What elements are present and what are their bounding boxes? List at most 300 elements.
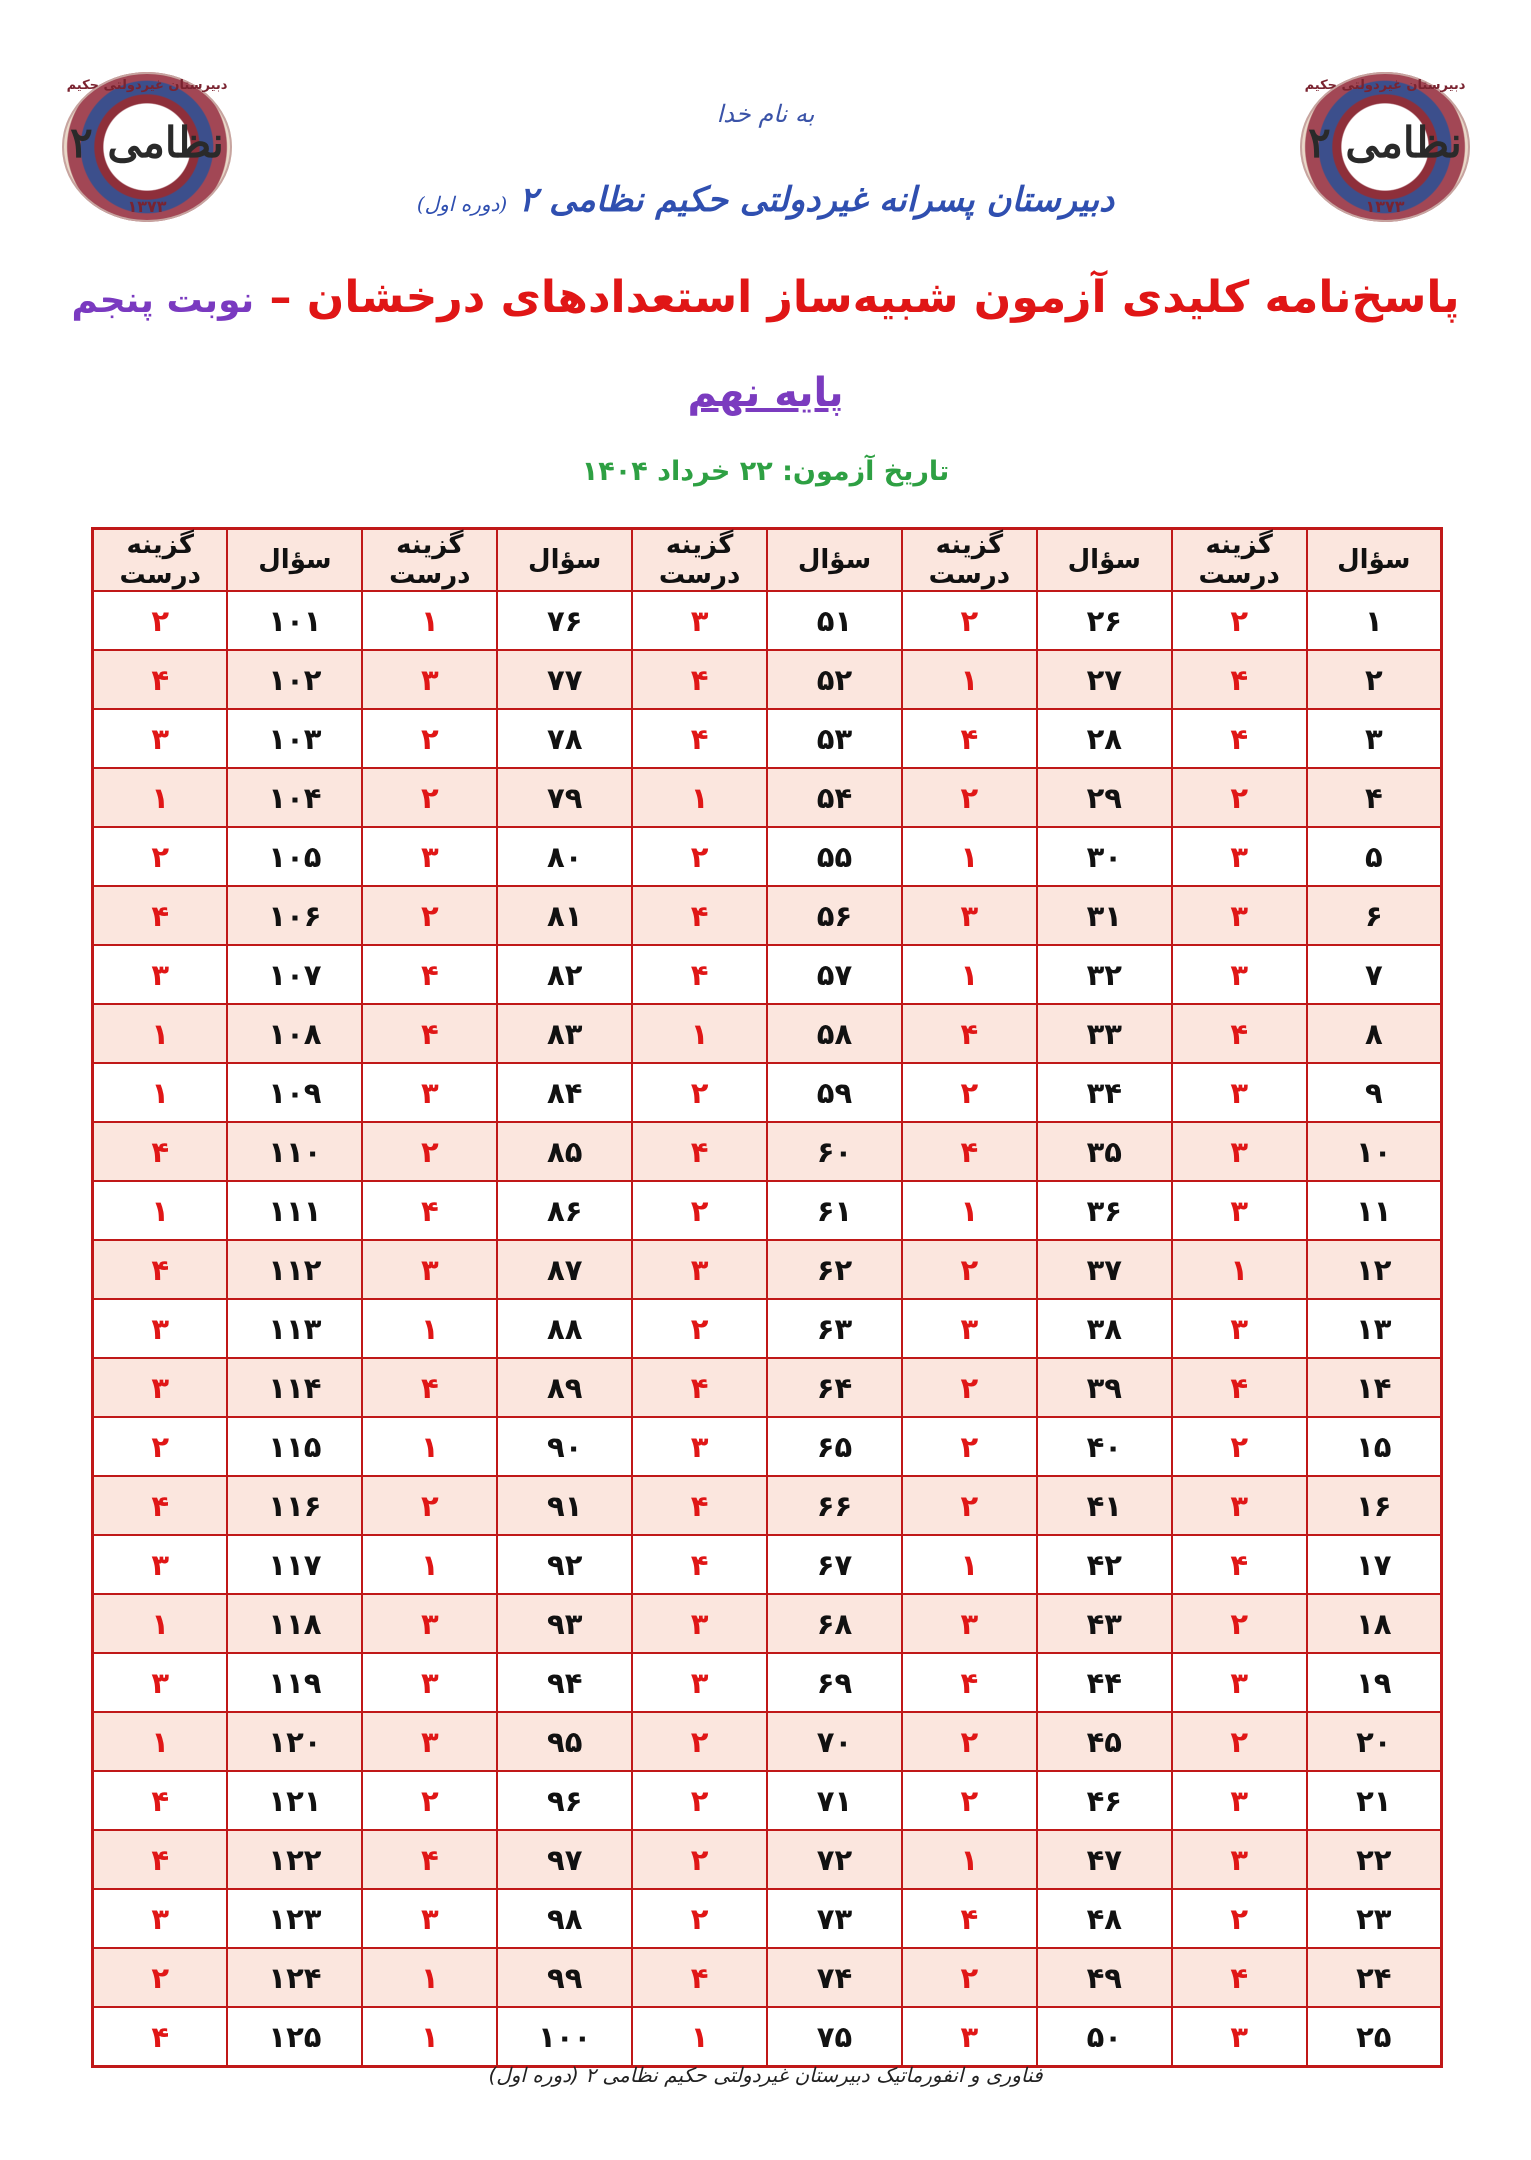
question-number: ۶۱ xyxy=(767,1181,902,1240)
correct-option: ۲ xyxy=(632,1299,767,1358)
correct-option: ۳ xyxy=(93,1358,228,1417)
question-number: ۵۱ xyxy=(767,591,902,650)
correct-option: ۴ xyxy=(1172,1535,1307,1594)
page-title xyxy=(0,272,1531,323)
question-number: ۲۹ xyxy=(1037,768,1172,827)
correct-option: ۴ xyxy=(362,1830,497,1889)
column-header-answer: گزینه درست xyxy=(1172,529,1307,592)
question-number: ۵۰ xyxy=(1037,2007,1172,2067)
correct-option: ۴ xyxy=(93,2007,228,2067)
question-number: ۶۶ xyxy=(767,1476,902,1535)
correct-option: ۳ xyxy=(93,1535,228,1594)
question-number: ۲۴ xyxy=(1307,1948,1442,2007)
correct-option: ۲ xyxy=(1172,1712,1307,1771)
column-header-answer: گزینه درست xyxy=(93,529,228,592)
column-header-question: سؤال xyxy=(1037,529,1172,592)
correct-option: ۱ xyxy=(902,827,1037,886)
question-number: ۲۰ xyxy=(1307,1712,1442,1771)
correct-option: ۴ xyxy=(632,1535,767,1594)
question-number: ۹۰ xyxy=(497,1417,632,1476)
question-number: ۹۱ xyxy=(497,1476,632,1535)
correct-option: ۳ xyxy=(632,1240,767,1299)
correct-option: ۴ xyxy=(632,886,767,945)
question-number: ۸۴ xyxy=(497,1063,632,1122)
question-number: ۱۰۳ xyxy=(227,709,362,768)
correct-option: ۳ xyxy=(1172,1122,1307,1181)
question-number: ۳۱ xyxy=(1037,886,1172,945)
correct-option: ۲ xyxy=(902,591,1037,650)
correct-option: ۱ xyxy=(93,1594,228,1653)
column-header-question: سؤال xyxy=(1307,529,1442,592)
question-number: ۶۰ xyxy=(767,1122,902,1181)
question-number: ۴۹ xyxy=(1037,1948,1172,2007)
question-number: ۱۲ xyxy=(1307,1240,1442,1299)
logo-year: ۱۳۷۳ xyxy=(127,197,167,216)
correct-option: ۳ xyxy=(902,2007,1037,2067)
question-number: ۲۳ xyxy=(1307,1889,1442,1948)
correct-option: ۳ xyxy=(1172,1063,1307,1122)
question-number: ۱۱۱ xyxy=(227,1181,362,1240)
table-row xyxy=(93,591,1442,650)
exam-round: نوبت پنجم xyxy=(71,280,255,321)
question-number: ۱۲۰ xyxy=(227,1712,362,1771)
correct-option: ۲ xyxy=(93,1417,228,1476)
question-number: ۷۲ xyxy=(767,1830,902,1889)
exam-date: تاریخ آزمون: ۲۲ خرداد ۱۴۰۴ xyxy=(581,456,950,487)
correct-option: ۲ xyxy=(1172,768,1307,827)
correct-option: ۲ xyxy=(902,1063,1037,1122)
table-header-row xyxy=(93,529,1442,592)
correct-option: ۱ xyxy=(902,1830,1037,1889)
question-number: ۲۸ xyxy=(1037,709,1172,768)
table-row xyxy=(93,1063,1442,1122)
question-number: ۹۳ xyxy=(497,1594,632,1653)
column-header-question: سؤال xyxy=(227,529,362,592)
question-number: ۱۸ xyxy=(1307,1594,1442,1653)
correct-option: ۴ xyxy=(632,650,767,709)
footer-credit: فناوری و انفورماتیک دبیرستان غیردولتی حکیم نظامی ۲ (دوره اول) xyxy=(488,2063,1043,2087)
table-row xyxy=(93,945,1442,1004)
question-number: ۹۲ xyxy=(497,1535,632,1594)
table-row xyxy=(93,768,1442,827)
correct-option: ۲ xyxy=(1172,591,1307,650)
question-number: ۷۸ xyxy=(497,709,632,768)
question-number: ۴۵ xyxy=(1037,1712,1172,1771)
correct-option: ۴ xyxy=(362,1004,497,1063)
question-number: ۲۵ xyxy=(1307,2007,1442,2067)
question-number: ۷۷ xyxy=(497,650,632,709)
question-number: ۲۱ xyxy=(1307,1771,1442,1830)
question-number: ۵۹ xyxy=(767,1063,902,1122)
school-name-text: دبیرستان پسرانه غیردولتی حکیم نظامی ۲ xyxy=(519,180,1115,220)
correct-option: ۲ xyxy=(362,768,497,827)
question-number: ۴۶ xyxy=(1037,1771,1172,1830)
correct-option: ۴ xyxy=(632,945,767,1004)
correct-option: ۳ xyxy=(1172,945,1307,1004)
question-number: ۱۵ xyxy=(1307,1417,1442,1476)
correct-option: ۴ xyxy=(632,1476,767,1535)
question-number: ۵۳ xyxy=(767,709,902,768)
correct-option: ۲ xyxy=(362,886,497,945)
question-number: ۹۵ xyxy=(497,1712,632,1771)
correct-option: ۲ xyxy=(362,1122,497,1181)
table-row xyxy=(93,1889,1442,1948)
question-number: ۵۸ xyxy=(767,1004,902,1063)
question-number: ۶۳ xyxy=(767,1299,902,1358)
question-number: ۸۰ xyxy=(497,827,632,886)
question-number: ۱۲۳ xyxy=(227,1889,362,1948)
question-number: ۱۷ xyxy=(1307,1535,1442,1594)
school-name xyxy=(0,180,1531,220)
question-number: ۱۲۱ xyxy=(227,1771,362,1830)
correct-option: ۳ xyxy=(362,1653,497,1712)
title-dash: – xyxy=(254,272,307,323)
question-number: ۳۹ xyxy=(1037,1358,1172,1417)
correct-option: ۱ xyxy=(93,1181,228,1240)
question-number: ۶۷ xyxy=(767,1535,902,1594)
table-row xyxy=(93,1535,1442,1594)
question-number: ۱۱۵ xyxy=(227,1417,362,1476)
correct-option: ۱ xyxy=(93,768,228,827)
correct-option: ۴ xyxy=(632,1358,767,1417)
correct-option: ۲ xyxy=(902,1240,1037,1299)
grade-level: پایه نهم xyxy=(687,370,844,416)
correct-option: ۳ xyxy=(1172,1771,1307,1830)
correct-option: ۲ xyxy=(93,1948,228,2007)
question-number: ۶۵ xyxy=(767,1417,902,1476)
correct-option: ۴ xyxy=(93,1476,228,1535)
question-number: ۵۶ xyxy=(767,886,902,945)
question-number: ۳۴ xyxy=(1037,1063,1172,1122)
question-number: ۹۶ xyxy=(497,1771,632,1830)
question-number: ۱۹ xyxy=(1307,1653,1442,1712)
question-number: ۳ xyxy=(1307,709,1442,768)
logo-top-text: دبیرستان غیردولتی حکیم xyxy=(66,78,228,93)
correct-option: ۳ xyxy=(93,1299,228,1358)
correct-option: ۴ xyxy=(1172,1948,1307,2007)
correct-option: ۳ xyxy=(362,1063,497,1122)
correct-option: ۱ xyxy=(632,2007,767,2067)
correct-option: ۳ xyxy=(362,650,497,709)
question-number: ۲۷ xyxy=(1037,650,1172,709)
question-number: ۸۱ xyxy=(497,886,632,945)
question-number: ۳۲ xyxy=(1037,945,1172,1004)
question-number: ۷۳ xyxy=(767,1889,902,1948)
correct-option: ۳ xyxy=(1172,1299,1307,1358)
correct-option: ۱ xyxy=(902,1181,1037,1240)
question-number: ۱۰۱ xyxy=(227,591,362,650)
table-row xyxy=(93,1240,1442,1299)
table-row xyxy=(93,1948,1442,2007)
question-number: ۱ xyxy=(1307,591,1442,650)
question-number: ۲۲ xyxy=(1307,1830,1442,1889)
table-row xyxy=(93,1004,1442,1063)
table-row xyxy=(93,1594,1442,1653)
column-header-answer: گزینه درست xyxy=(362,529,497,592)
correct-option: ۳ xyxy=(93,1889,228,1948)
question-number: ۹ xyxy=(1307,1063,1442,1122)
question-number: ۷۴ xyxy=(767,1948,902,2007)
question-number: ۸۸ xyxy=(497,1299,632,1358)
table-row xyxy=(93,1181,1442,1240)
question-number: ۱۰۹ xyxy=(227,1063,362,1122)
correct-option: ۴ xyxy=(362,1358,497,1417)
correct-option: ۲ xyxy=(362,1771,497,1830)
correct-option: ۲ xyxy=(1172,1417,1307,1476)
correct-option: ۲ xyxy=(93,827,228,886)
correct-option: ۴ xyxy=(632,1122,767,1181)
correct-option: ۴ xyxy=(93,1830,228,1889)
question-number: ۴۳ xyxy=(1037,1594,1172,1653)
question-number: ۱۲۴ xyxy=(227,1948,362,2007)
question-number: ۱۱۹ xyxy=(227,1653,362,1712)
question-number: ۱۰۶ xyxy=(227,886,362,945)
question-number: ۴۲ xyxy=(1037,1535,1172,1594)
answer-key-table xyxy=(91,527,1443,2068)
correct-option: ۲ xyxy=(632,1771,767,1830)
question-number: ۱۱۳ xyxy=(227,1299,362,1358)
correct-option: ۱ xyxy=(632,768,767,827)
question-number: ۱۰۴ xyxy=(227,768,362,827)
logo-text: نظامی ۲ xyxy=(1308,118,1462,167)
question-number: ۱۲۲ xyxy=(227,1830,362,1889)
correct-option: ۳ xyxy=(362,1889,497,1948)
correct-option: ۳ xyxy=(632,1653,767,1712)
correct-option: ۳ xyxy=(1172,1181,1307,1240)
question-number: ۴۱ xyxy=(1037,1476,1172,1535)
question-number: ۳۳ xyxy=(1037,1004,1172,1063)
correct-option: ۲ xyxy=(902,768,1037,827)
correct-option: ۳ xyxy=(362,1712,497,1771)
correct-option: ۱ xyxy=(902,650,1037,709)
question-number: ۵۲ xyxy=(767,650,902,709)
question-number: ۵۵ xyxy=(767,827,902,886)
question-number: ۸۵ xyxy=(497,1122,632,1181)
correct-option: ۴ xyxy=(632,1948,767,2007)
correct-option: ۴ xyxy=(902,709,1037,768)
question-number: ۹۹ xyxy=(497,1948,632,2007)
correct-option: ۲ xyxy=(902,1476,1037,1535)
correct-option: ۴ xyxy=(902,1653,1037,1712)
question-number: ۷۹ xyxy=(497,768,632,827)
table-row xyxy=(93,1417,1442,1476)
correct-option: ۴ xyxy=(362,945,497,1004)
correct-option: ۳ xyxy=(362,827,497,886)
column-header-question: سؤال xyxy=(767,529,902,592)
question-number: ۱۴ xyxy=(1307,1358,1442,1417)
question-number: ۷۰ xyxy=(767,1712,902,1771)
question-number: ۶۲ xyxy=(767,1240,902,1299)
question-number: ۸۷ xyxy=(497,1240,632,1299)
correct-option: ۳ xyxy=(632,1594,767,1653)
correct-option: ۳ xyxy=(362,1240,497,1299)
question-number: ۸ xyxy=(1307,1004,1442,1063)
table-row xyxy=(93,886,1442,945)
question-number: ۴ xyxy=(1307,768,1442,827)
correct-option: ۲ xyxy=(632,1889,767,1948)
correct-option: ۳ xyxy=(632,591,767,650)
question-number: ۴۰ xyxy=(1037,1417,1172,1476)
question-number: ۱۰۵ xyxy=(227,827,362,886)
table-body xyxy=(93,591,1442,2067)
correct-option: ۲ xyxy=(632,827,767,886)
question-number: ۱۳ xyxy=(1307,1299,1442,1358)
question-number: ۱۱۷ xyxy=(227,1535,362,1594)
correct-option: ۱ xyxy=(902,945,1037,1004)
correct-option: ۳ xyxy=(902,1594,1037,1653)
question-number: ۱۱۶ xyxy=(227,1476,362,1535)
question-number: ۷۵ xyxy=(767,2007,902,2067)
correct-option: ۲ xyxy=(902,1417,1037,1476)
correct-option: ۴ xyxy=(902,1122,1037,1181)
table-row xyxy=(93,1830,1442,1889)
question-number: ۱۱۸ xyxy=(227,1594,362,1653)
correct-option: ۴ xyxy=(902,1004,1037,1063)
question-number: ۱۶ xyxy=(1307,1476,1442,1535)
table-row xyxy=(93,1299,1442,1358)
question-number: ۹۷ xyxy=(497,1830,632,1889)
question-number: ۱۱ xyxy=(1307,1181,1442,1240)
correct-option: ۳ xyxy=(93,709,228,768)
question-number: ۱۰۷ xyxy=(227,945,362,1004)
correct-option: ۱ xyxy=(902,1535,1037,1594)
question-number: ۱۰۸ xyxy=(227,1004,362,1063)
correct-option: ۴ xyxy=(1172,1358,1307,1417)
question-number: ۳۷ xyxy=(1037,1240,1172,1299)
question-number: ۴۸ xyxy=(1037,1889,1172,1948)
table-row xyxy=(93,1358,1442,1417)
logo-year: ۱۳۷۳ xyxy=(1365,197,1405,216)
correct-option: ۳ xyxy=(1172,886,1307,945)
table-row xyxy=(93,650,1442,709)
correct-option: ۱ xyxy=(1172,1240,1307,1299)
question-number: ۶۹ xyxy=(767,1653,902,1712)
correct-option: ۲ xyxy=(632,1712,767,1771)
question-number: ۳۰ xyxy=(1037,827,1172,886)
correct-option: ۳ xyxy=(632,1417,767,1476)
correct-option: ۱ xyxy=(362,2007,497,2067)
correct-option: ۲ xyxy=(1172,1594,1307,1653)
correct-option: ۱ xyxy=(362,1417,497,1476)
correct-option: ۲ xyxy=(1172,1889,1307,1948)
column-header-answer: گزینه درست xyxy=(902,529,1037,592)
question-number: ۷۶ xyxy=(497,591,632,650)
logo-text: نظامی ۲ xyxy=(70,118,224,167)
question-number: ۶۴ xyxy=(767,1358,902,1417)
correct-option: ۳ xyxy=(1172,1476,1307,1535)
correct-option: ۳ xyxy=(362,1594,497,1653)
correct-option: ۴ xyxy=(93,1122,228,1181)
question-number: ۸۹ xyxy=(497,1358,632,1417)
correct-option: ۲ xyxy=(902,1948,1037,2007)
question-number: ۶ xyxy=(1307,886,1442,945)
question-number: ۲ xyxy=(1307,650,1442,709)
column-header-answer: گزینه درست xyxy=(632,529,767,592)
table-row xyxy=(93,1771,1442,1830)
correct-option: ۴ xyxy=(902,1889,1037,1948)
question-number: ۸۲ xyxy=(497,945,632,1004)
correct-option: ۲ xyxy=(362,1476,497,1535)
correct-option: ۴ xyxy=(93,650,228,709)
bismillah: به نام خدا xyxy=(716,100,815,128)
correct-option: ۱ xyxy=(362,1948,497,2007)
correct-option: ۳ xyxy=(93,945,228,1004)
question-number: ۱۰ xyxy=(1307,1122,1442,1181)
table-row xyxy=(93,709,1442,768)
correct-option: ۳ xyxy=(1172,2007,1307,2067)
correct-option: ۴ xyxy=(1172,709,1307,768)
question-number: ۱۱۲ xyxy=(227,1240,362,1299)
correct-option: ۲ xyxy=(632,1063,767,1122)
correct-option: ۱ xyxy=(93,1004,228,1063)
question-number: ۴۴ xyxy=(1037,1653,1172,1712)
table-row xyxy=(93,1122,1442,1181)
correct-option: ۴ xyxy=(93,1240,228,1299)
question-number: ۳۶ xyxy=(1037,1181,1172,1240)
correct-option: ۲ xyxy=(93,591,228,650)
table-row xyxy=(93,2007,1442,2067)
column-header-question: سؤال xyxy=(497,529,632,592)
correct-option: ۴ xyxy=(362,1181,497,1240)
correct-option: ۴ xyxy=(93,1771,228,1830)
school-period: (دوره اول) xyxy=(416,192,508,216)
correct-option: ۲ xyxy=(902,1712,1037,1771)
question-number: ۷۱ xyxy=(767,1771,902,1830)
table-row xyxy=(93,827,1442,886)
table-row xyxy=(93,1476,1442,1535)
question-number: ۸۶ xyxy=(497,1181,632,1240)
correct-option: ۲ xyxy=(902,1771,1037,1830)
correct-option: ۴ xyxy=(93,886,228,945)
correct-option: ۲ xyxy=(902,1358,1037,1417)
question-number: ۳۵ xyxy=(1037,1122,1172,1181)
correct-option: ۱ xyxy=(362,1299,497,1358)
question-number: ۵۷ xyxy=(767,945,902,1004)
correct-option: ۳ xyxy=(1172,827,1307,886)
correct-option: ۱ xyxy=(632,1004,767,1063)
correct-option: ۱ xyxy=(362,1535,497,1594)
table-row xyxy=(93,1653,1442,1712)
question-number: ۹۴ xyxy=(497,1653,632,1712)
correct-option: ۲ xyxy=(632,1181,767,1240)
correct-option: ۱ xyxy=(93,1063,228,1122)
question-number: ۱۰۰ xyxy=(497,2007,632,2067)
correct-option: ۳ xyxy=(902,1299,1037,1358)
question-number: ۱۱۰ xyxy=(227,1122,362,1181)
correct-option: ۴ xyxy=(1172,650,1307,709)
correct-option: ۳ xyxy=(1172,1653,1307,1712)
correct-option: ۱ xyxy=(362,591,497,650)
correct-option: ۱ xyxy=(93,1712,228,1771)
correct-option: ۲ xyxy=(362,709,497,768)
question-number: ۲۶ xyxy=(1037,591,1172,650)
question-number: ۳۸ xyxy=(1037,1299,1172,1358)
logo-top-text: دبیرستان غیردولتی حکیم xyxy=(1304,78,1466,93)
question-number: ۹۸ xyxy=(497,1889,632,1948)
question-number: ۶۸ xyxy=(767,1594,902,1653)
question-number: ۱۰۲ xyxy=(227,650,362,709)
correct-option: ۴ xyxy=(1172,1004,1307,1063)
correct-option: ۳ xyxy=(902,886,1037,945)
question-number: ۵ xyxy=(1307,827,1442,886)
correct-option: ۳ xyxy=(1172,1830,1307,1889)
table-row xyxy=(93,1712,1442,1771)
title-text: پاسخ‌نامه کلیدی آزمون شبیه‌ساز استعدادهای درخشان xyxy=(306,272,1460,323)
question-number: ۵۴ xyxy=(767,768,902,827)
question-number: ۴۷ xyxy=(1037,1830,1172,1889)
correct-option: ۲ xyxy=(632,1830,767,1889)
question-number: ۱۲۵ xyxy=(227,2007,362,2067)
